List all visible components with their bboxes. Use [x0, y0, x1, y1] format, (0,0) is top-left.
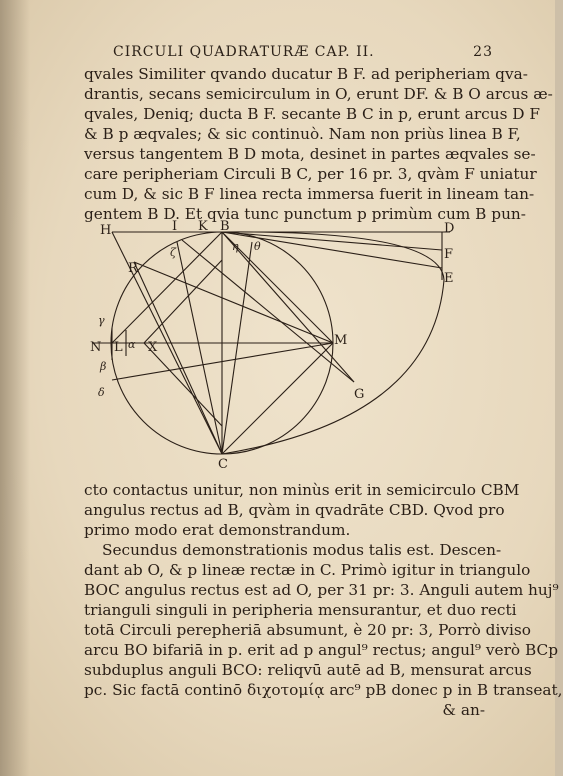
text-line: & B p æqvales; & sic continuò. Nam non priùs linea B F, [84, 125, 521, 143]
label-beta: β [100, 360, 107, 373]
label-i: I [172, 219, 178, 234]
line-c-m [222, 343, 333, 454]
text-line: pc. Sic factā continō διχοτομίᾳ arc⁹ pB donec p in B transeat, [84, 681, 563, 699]
text-line: subduplus anguli BCO: reliqvū autē ad B, mensurat arcus [84, 661, 532, 679]
text-line: gentem B D. Et qvia tunc punctum p primùm cum B pun- [84, 205, 526, 223]
catchword: & an- [442, 701, 485, 719]
text-line: arcu BO bifariā in p. erit ad p angul⁹ rectus; angul⁹ verò BCp [84, 641, 559, 659]
line-c-i [177, 242, 222, 454]
text-line: qvales Similiter qvando ducatur B F. ad peripheriam qva- [84, 65, 528, 83]
line-b-m [222, 232, 333, 343]
line-b-x [112, 232, 222, 343]
text-line: angulus rectus ad B, qvàm in qvadrāte CBD. Qvod pro [84, 501, 505, 519]
label-g: G [354, 387, 365, 402]
text-line: care peripheriam Circuli B C, per 16 pr. 3, qvàm F uniatur [84, 165, 537, 183]
label-m: M [334, 333, 348, 348]
label-e: E [444, 271, 454, 286]
label-c: C [218, 457, 228, 472]
text-line: BOC angulus rectus est ad O, per 31 pr: 3. Anguli autem huj⁹ [84, 581, 559, 599]
text-line: drantis, secans semicirculum in O, erunt DF. & B O arcus æ- [84, 85, 553, 103]
text-line: cum D, & sic B F linea recta immersa fuerit in lineam tan- [84, 185, 535, 203]
text-line: totā Circuli perepheriā absumunt, è 20 pr: 3, Porrò diviso [84, 621, 531, 639]
label-alpha: α [128, 338, 136, 351]
line-x-lower [144, 343, 222, 426]
label-k: K [198, 219, 208, 234]
text-block-top [84, 64, 553, 224]
text-line: qvales, Deniq; ducta B F. secante B C in p, erunt arcus D F [84, 105, 541, 123]
text-line: dant ab O, & p lineæ rectæ in C. Primò igitur in triangulo [84, 561, 531, 579]
label-gamma: γ [98, 314, 105, 327]
label-eta: η [232, 240, 239, 253]
header-title: CIRCULI QUADRATURÆ CAP. II. [113, 44, 375, 60]
label-x: X [148, 340, 158, 355]
label-f: F [444, 247, 454, 262]
label-n: N [90, 340, 102, 355]
text-line: primo modo erat demonstrandum. [84, 521, 351, 539]
geometric-figure [92, 220, 492, 472]
text-line: trianguli singuli in peripheria mensurantur, et duo recti [84, 601, 517, 619]
label-b: B [220, 219, 230, 234]
text-line: cto contactus unitur, non minùs erit in semicirculo CBM [84, 481, 520, 499]
label-zeta: ζ [170, 246, 176, 259]
line-b-g [222, 232, 354, 382]
text-line: versus tangentem B D mota, desinet in partes æqvales se- [84, 145, 536, 163]
label-l: L [114, 340, 123, 355]
label-r: R [128, 261, 138, 276]
label-theta: θ [254, 240, 261, 253]
page-number: 23 [473, 44, 493, 60]
label-d: D [444, 221, 455, 236]
text-line: Secundus demonstrationis modus talis est. Descen- [102, 541, 502, 559]
figure-svg [92, 220, 492, 472]
page-gutter-shadow [0, 0, 30, 776]
label-delta: δ [98, 386, 105, 399]
line-r-m [134, 262, 333, 343]
label-h: H [100, 223, 112, 238]
text-block-bottom [84, 480, 563, 720]
line-c-theta [222, 242, 252, 454]
